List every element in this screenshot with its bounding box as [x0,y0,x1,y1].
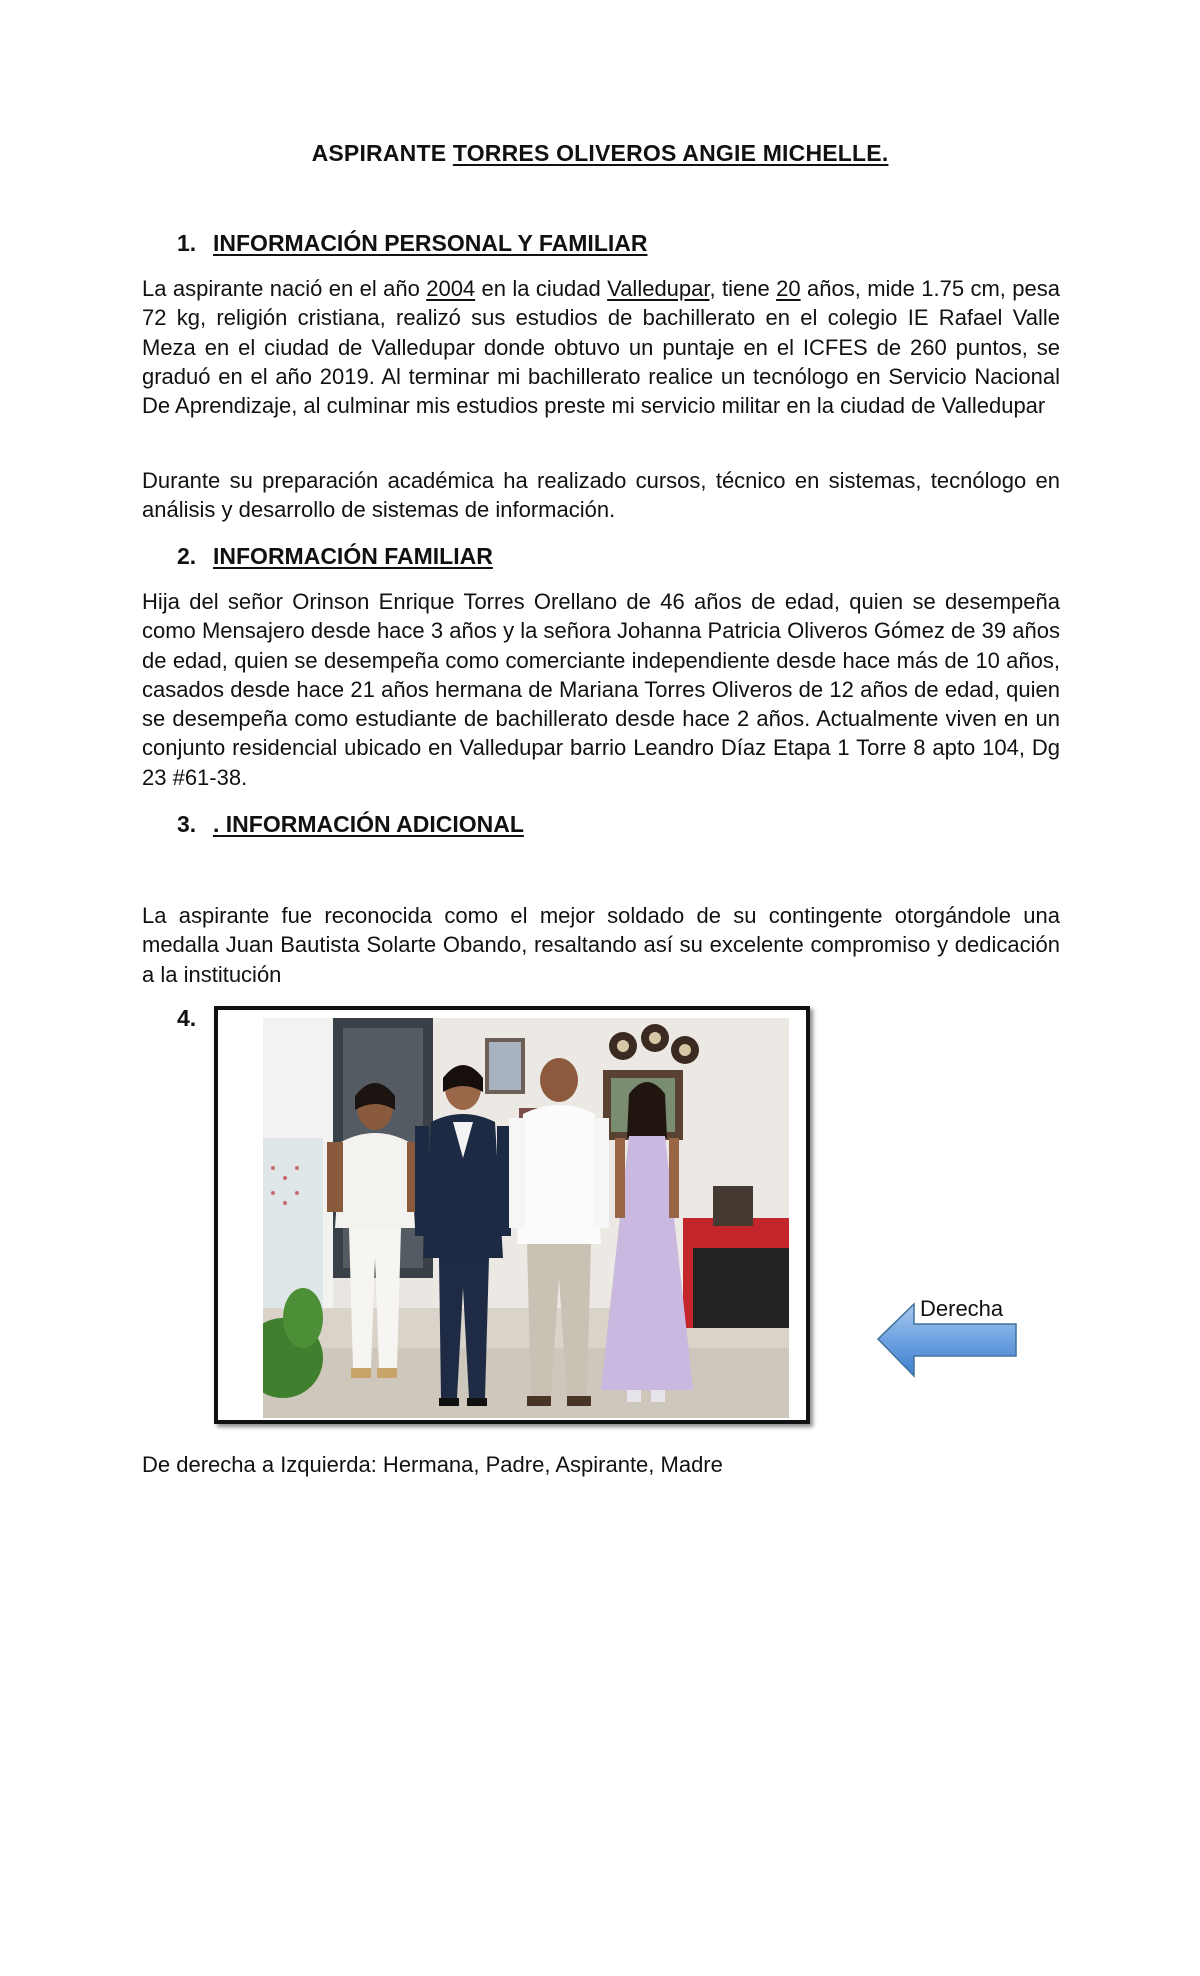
para-text: La aspirante nació en el año [142,276,427,301]
section-3-title: INFORMACIÓN ADICIONAL [219,811,524,837]
section-2-number: 2. [177,543,197,569]
photo-frame [214,1006,810,1424]
section-2-heading [177,543,493,570]
arrow-label: Derecha [920,1296,1004,1321]
section-2-paragraph: Hija del señor Orinson Enrique Torres Orellano de 46 años de edad, quien se desempeña como Mensajero desde hace 3 años y la señora Johanna Patricia Oliveros Gómez de 39 años de edad, quien se desempeña como comerciante independiente desde hace más de 10 años, casados desde hace 21 años hermana de Mariana Torres Oliveros de 12 años de edad, quien se desempeña como estudiante de bachillerato desde hace 2 años. Actualmente viven en un conjunto residencial ubicado en Valledupar barrio Leandro Díaz Etapa 1 Torre 8 apto 104, Dg 23 #61-38. [142,589,1060,790]
section-1-label: INFORMACIÓN PERSONAL Y FAMILIAR [213,230,648,256]
family-photo [263,1018,789,1418]
para-text: , tiene [709,276,777,301]
photo-caption: De derecha a Izquierda: Hermana, Padre, Aspirante, Madre [142,1452,723,1477]
section-3-label [213,811,524,837]
section-1-number: 1. [177,230,197,256]
para-text: años, mide 1.75 cm, pesa 72 kg, religión cristiana, realizó sus estudios de bachillerato en el colegio IE Rafael Valle Meza en el ciudad de Valledupar donde obtuvo un puntaje en el ICFES de 260 puntos, se graduó en el año 2019. Al terminar mi bachillerato realice un tecnólogo en Servicio Nacional De Aprendizaje, al culminar mis estudios preste mi servicio militar en la ciudad de Valledupar [142,276,1061,419]
birth-year: 2004 [426,276,476,301]
section-1-heading [177,230,647,257]
section-3-paragraph: La aspirante fue reconocida como el mejor soldado de su contingente otorgándole una medalla Juan Bautista Solarte Obando, resaltando así su excelente compromiso y dedicación a la institución [142,903,1060,987]
section-3-number: 3. [177,811,197,837]
document-title [0,140,1200,167]
age: 20 [776,276,801,301]
section-4-number: 4. [177,1005,197,1031]
section-1-paragraph-1 [142,274,1060,420]
title-prefix: ASPIRANTE [311,140,447,166]
section-3-prefix: . [213,811,220,837]
section-1-paragraph-2: Durante su preparación académica ha realizado cursos, técnico en sistemas, tecnólogo en análisis y desarrollo de sistemas de información. [142,468,1060,523]
para-text: en la ciudad [475,276,608,301]
birth-city: Valledupar [607,276,710,301]
section-3-heading [177,811,524,838]
title-name: TORRES OLIVEROS ANGIE MICHELLE. [452,140,889,166]
section-2-label: INFORMACIÓN FAMILIAR [213,543,493,569]
